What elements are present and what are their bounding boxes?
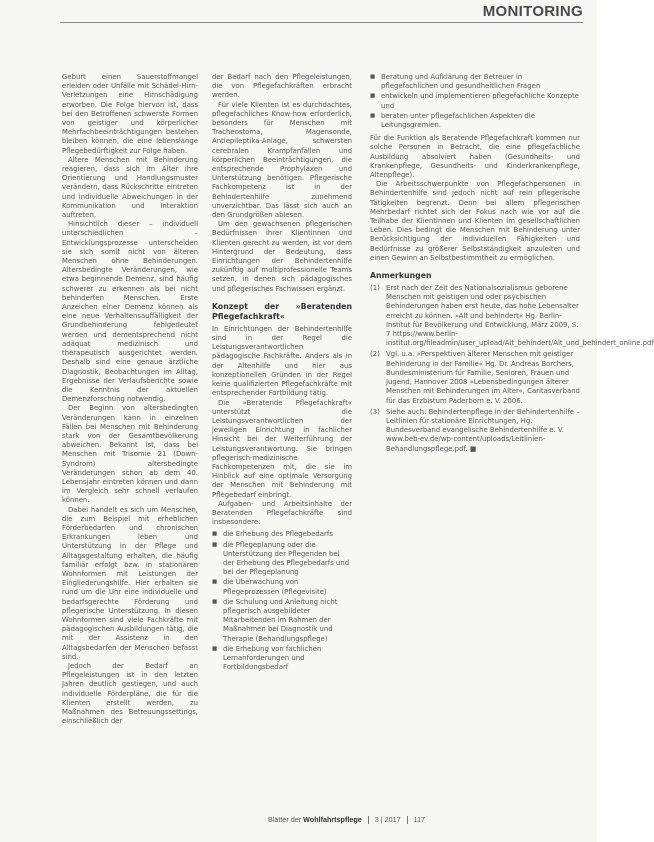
col1-paragraph: Jedoch der Bedarf an Pflegeleistungen ist in den letzten Jahren deutlich gestiegen, und auch individuelle Förderpläne, die für die Klienten erstellt werden, zu Maßnahmen des Betreuungssettings, einschließlich der [62,662,198,726]
col2-paragraph: Aufgaben- und Arbeitsinhalte der Beratenden Pflegefachkräfte sind insbesondere: [212,499,352,527]
column-2 [212,73,352,676]
page-footer [268,815,425,824]
col1-paragraph: Hinsichtlich dieser – individuell unterschiedlichen – Entwicklungsprozesse unterscheiden sie sich somit nicht von älteren Menschen ohne Behinderungen. Altersbedingte Veränderungen, wie etwa beginnende Demenz, sind häufig schwerer zu erkennen als bei nicht behinderten Menschen. Erste Anzeichen einer Demenz können als eine neue Verhaltensauffälligkeit der Grundbehinderung fehlgedeutet werden und dementsprechend nicht adäquat medizinisch und therapeutisch ausgerichtet werden. Deshalb sind eine genaue ärztliche Diagnostik, Beobachtungen im Alltag, Ergebnisse der Verlaufsberichte sowie die Kenntnis der aktuellen Demenzforschung notwendig. [62,220,198,404]
task-list-continued [370,73,580,130]
list-item: ■ die Überwachung von Pflegeprozessen (Pflegevisite) [212,578,352,596]
notes-list [370,284,654,454]
list-item: ■ die Schulung und Anleitung nicht pflegerisch ausgebildeter Mitarbeitenden im Rahmen der Maßnahmen bei Diagnostik und Therapie (Behandlungspflege) [212,598,352,644]
list-item: ■ die Erhebung des Pflegebedarfs [212,530,352,539]
col2-paragraph: Um den gewachsenen pflegerischen Bedürfnissen ihrer Klientinnen und Klienten gerecht zu werden, ist vor dem Hintergrund der Bedeutung, dass Einrichtungen der Behindertenhilfe zukünftig auf multiprofessionelle Teams setzen, in denen sich pädagogisches und pflegerisches Fachwissen ergänzt. [212,220,352,293]
column-1 [62,73,198,726]
footer-divider [407,816,408,824]
note-item [370,408,580,454]
page-number: 117 [413,815,426,824]
col1-paragraph: Geburt einen Sauerstoffmangel erleiden oder Unfälle mit Schädel-Hirn-Verletzungen eine Hirnschädigung erworben. Die Folge hiervon ist, dass bei den Betroffenen schwerste Formen von geistiger und körperlicher Mehrfachbeeinträchtigungen bestehen bleiben können, die eine lebenslange Pflegebedürftigkeit zur Folge haben. [62,73,198,155]
col2-paragraph: Die »Beratende Pflegefachkraft« unterstützt die Leistungsverantwortlichen der jeweiligen Einrichtung in fachlicher Hinsicht bei der Weiterführung der Leistungsverantwortung. Sie bringen pflegerisch-medizinische Fachkompetenzen mit, die sie im Hinblick auf eine optimale Versorgung der Menschen mit Behinderung mit Pflegebedarf einbringt. [212,398,352,499]
note-text: Vgl. u.a. »Perspektiven älterer Menschen mit geistiger Behinderung in der Familie« Hg. Dr. Andreas Borchers, Bundesministerium für Familie, Senioren, Frauen und Jugend, Hannover 2008 »Lebensbedingungen älterer Menschen mit Behinderungen im Alter«, Caritasverband für das Erzbistum Paderborn e. V. 2006. [386,350,580,405]
task-list [212,530,352,672]
note-text: Siehe auch: Behindertenpflege in der Behindertenhilfe – Leitlinien für stationäre Einrichtungen, Hg. Bundesverband evangelische Behindertenhilfe e. V. www.beb-ev.de/wp-content/uploads/Leitlinien-Behandlungspflege.pdf. [386,407,580,453]
note-item [370,284,654,348]
header-bar [0,0,597,22]
col2-paragraph: In Einrichtungen der Behindertenhilfe sind in der Regel die Leistungsverantwortlichen pädagogische Fachkräfte. Anders als in der Altenhilfe und hier aus konzeptionellen Gründen in der Regel keine qualifizierten Pflegefachkräfte mit entsprechender Fortbildung tätig. [212,324,352,398]
note-text: Erst nach der Zeit des Nationalsozialismus geborene Menschen mit geistigen und oder psychischen Behinderungen haben erst heute, das hohe Lebensalter erreicht zu können. »Alt und behindert« Hg. Berlin-Institut für Bevölkerung und Entwicklung, März 2009, S. 7 https://www.berlin-institut.org/fileadmin/user_upload/Alt_behindert/Alt_und_behindert_online.pdf [386,284,654,348]
col1-paragraph: Altere Menschen mit Behinderung reagieren, dass sich im Alter ihre Orientierung und Handlungsmuster verändern, dass Rückschritte eintreten und individuelle Abweichungen in der Kommunikation und Interaktion auftreten. [62,155,198,220]
col2-paragraph: Für viele Klienten ist es durchdachtes, pflegefachliches Know-how erforderlich, besonders für Menschen mit Tracheostoma, Magensonde, Antiepileptika-Anlage, schwersten cerebralen Krampfanfällen und körperlichen Beeinträchtigungen, die entsprechende Prophylaxen und Unterstützung benötigen. Pflegerische Fachkompetenz ist in der Behindertenhilfe zunehmend unverzichtbar. Das lässt sich auch an den Grundgrößen ablesen. [212,100,352,220]
col1-paragraph: Der Beginn von altersbedingten Veränderungen kann in einzelnen Fällen bei Menschen mit Behinderung stark von der Gesamtbevölkerung abweichen. Bekannt ist, dass bei Menschen mit Trisomie 21 (Down-Syndrom) altersbedingte Veränderungen schon ab dem 40. Lebensjahr eintreten können und dann im Vergleich sehr schnell verlaufen können. [62,404,198,505]
note-item [370,350,580,405]
col3-paragraph: Für die Funktion als Beratende Pflegefachkraft kommen nur solche Personen in Betracht, die eine pflegefachliche Ausbildung absolviert haben (Gesundheits- und Krankenpflege, Gesundheits- und Kinderkrankenpflege, Altenpflege). [370,134,580,180]
list-item: ■ die Erhebung von fachlichen Lernanforderungen und Fortbildungsbedarf [212,645,352,673]
end-mark-icon: ■ [469,444,477,453]
issue-number: 3 | 2017 [374,815,401,824]
header-rule [60,22,583,23]
col2-subheading: Konzept der »Beratenden Pflegefachkraft« [212,301,352,321]
list-item: ■ entwickeln und implementieren pflegefachliche Konzepte und [370,92,580,110]
publication-name-bold: Wohlfahrtspflege [303,815,362,824]
section-label: MONITORING [482,3,583,20]
footer-divider [368,816,369,824]
note-number: (2) [370,350,380,359]
col2-paragraph: der Bedarf nach den Pflegeleistungen, die von Pflegefachkräften erbracht werden. [212,73,352,100]
col1-paragraph: Dabei handelt es sich um Menschen, die zum Beispiel mit erheblichen Förderbedarfen und chronischen Erkrankungen leben und Unterstützung in der Pflege und Alltagsgestaltung erhalten, die häufig familiär erfolgt bzw. in stationären Wohnformen mit Leistungen der Eingliederungshilfe. Hier erhalten sie rund um die Uhr eine individuelle und bedarfsgerechte Förderung und pflegerische Unterstützung. In diesen Wohnformen sind viele Fachkräfte mit pädagogischen Ausbildungen tätig, die mit der Assistenz in den Alltagsbedarfen der Menschen befasst sind. [62,505,198,661]
list-item: ■ Beratung und Aufklärung der Betreuer in pflegefachlichen und gesundheitlichen Fragen [370,73,580,91]
notes-heading: Anmerkungen [370,271,432,281]
col3-paragraph: Die Arbeitsschwerpunkte von Pflegefachpersonen in Behindertenhilfe sind jedoch nicht auf rein pflegerische Tätigkeiten begrenzt. Denn bei allem pflegerischen Mehrbedarf richtet sich der Fokus nach wie vor auf die Teilhabe der Klientinnen und Klienten im gesellschaftlichen Leben. Dies bedingt die Menschen mit Behinderung unter Berücksichtigung der individuellen Fähigkeiten und Bedürfnisse zu größerer Selbstständigkeit anzuleiten und einen Gewinn an Selbstbestimmtheit zu ermöglichen. [370,180,580,262]
column-3 [370,73,654,456]
note-number: (1) [370,284,380,293]
list-item: ■ beraten unter pflegefachlichen Aspekten die Leitungsgremien. [370,112,580,130]
note-number: (3) [370,407,380,416]
publication-name-prefix: Blätter der [268,815,304,824]
list-item: ■ die Pflegeplanung oder die Unterstützung der Pflegenden bei der Erhebung des Pflegebedarfs und bei der Pflegeplanung [212,541,352,578]
